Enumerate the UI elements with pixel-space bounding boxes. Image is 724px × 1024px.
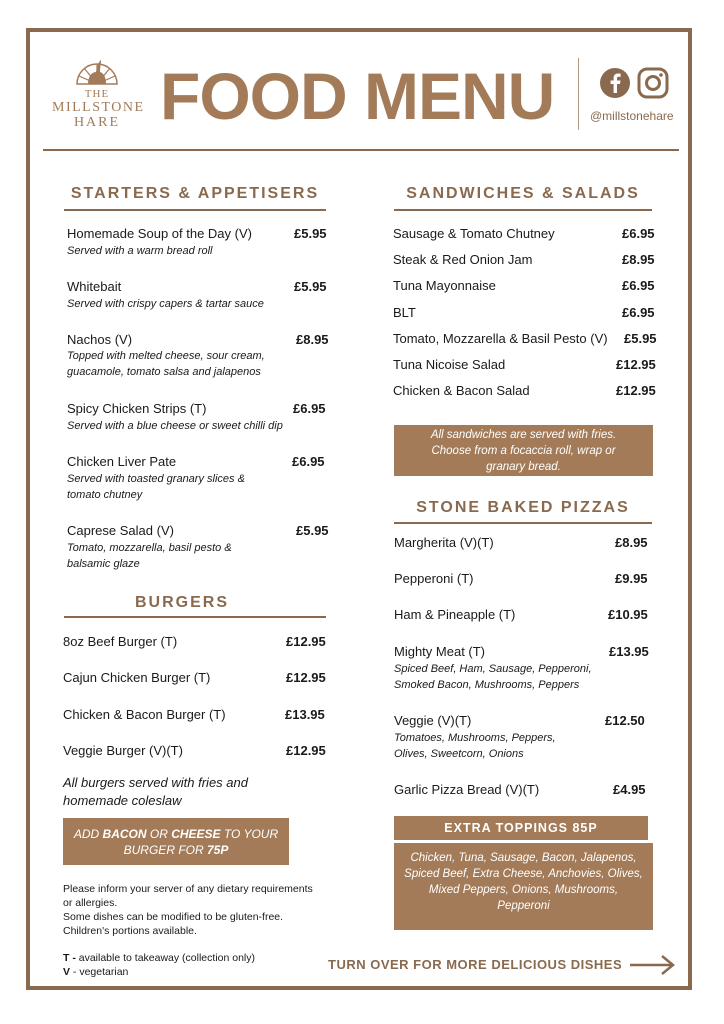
sandwich-price: £12.95 bbox=[616, 357, 656, 372]
pizza-price: £12.50 bbox=[605, 713, 645, 728]
burger-price: £12.95 bbox=[286, 743, 326, 758]
sandwich-name: Chicken & Bacon Salad bbox=[393, 383, 530, 398]
starter-name: Chicken Liver Pate bbox=[67, 454, 177, 469]
pizza-name: Garlic Pizza Bread (V)(T) bbox=[394, 782, 540, 797]
key-t-desc: available to takeaway (collection only) bbox=[75, 952, 256, 964]
burger-name: Chicken & Bacon Burger (T) bbox=[63, 707, 226, 722]
logo bbox=[52, 56, 145, 130]
burgers-rule bbox=[64, 616, 326, 618]
pizza-desc: Tomatoes, Mushrooms, Peppers, Olives, Sweetcorn, Onions bbox=[394, 732, 556, 760]
toppings-title-box: EXTRA TOPPINGS 85P bbox=[394, 816, 648, 840]
pizza-name: Margherita (V)(T) bbox=[394, 535, 494, 550]
burgers-title: BURGERS bbox=[134, 594, 229, 611]
sandwich-name: Tuna Nicoise Salad bbox=[393, 357, 506, 372]
pizza-desc: Spiced Beef, Ham, Sausage, Pepperoni, Smoked Bacon, Mushrooms, Peppers bbox=[394, 663, 592, 691]
sandwich-note-box: All sandwiches are served with fries. Choose from a focaccia roll, wrap or granary bread. bbox=[394, 425, 653, 476]
burger-price: £12.95 bbox=[286, 634, 326, 649]
pizza-price: £13.95 bbox=[609, 644, 649, 659]
key-v-desc: - vegetarian bbox=[70, 966, 129, 978]
sandwich-name: BLT bbox=[393, 305, 416, 320]
starter-price: £6.95 bbox=[292, 454, 325, 469]
burger-price: £12.95 bbox=[286, 670, 326, 685]
starter-desc: Served with toasted granary slices & tomato chutney bbox=[67, 473, 245, 501]
pizza-name: Pepperoni (T) bbox=[394, 571, 474, 586]
sandwich-price: £5.95 bbox=[624, 331, 657, 346]
addon-cheese: CHEESE bbox=[171, 827, 221, 841]
addon-pre: ADD bbox=[73, 827, 103, 841]
turn-over-text: TURN OVER FOR MORE DELICIOUS DISHES bbox=[328, 957, 623, 972]
starter-price: £5.95 bbox=[294, 226, 327, 241]
pizza-price: £4.95 bbox=[613, 782, 646, 797]
addon-mid: TO YOUR BURGER FOR bbox=[123, 827, 279, 857]
pizzas-title: STONE BAKED PIZZAS bbox=[416, 499, 630, 516]
key-legend bbox=[63, 951, 323, 979]
burger-name: 8oz Beef Burger (T) bbox=[63, 634, 178, 649]
pizza-price: £9.95 bbox=[615, 571, 648, 586]
starter-desc: Served with a blue cheese or sweet chilli dip bbox=[67, 420, 283, 432]
starter-desc: Served with crispy capers & tartar sauce bbox=[67, 298, 264, 310]
page-title: FOOD MENU bbox=[160, 59, 555, 133]
starter-price: £5.95 bbox=[294, 279, 327, 294]
info-line-1: Please inform your server of any dietary requirements or allergies. bbox=[63, 883, 313, 909]
starter-desc: Tomato, mozzarella, basil pesto & balsamic glaze bbox=[67, 542, 232, 570]
key-v: V bbox=[63, 966, 71, 978]
addon-price: 75P bbox=[206, 843, 229, 857]
starter-name: Whitebait bbox=[67, 279, 122, 294]
burger-name: Veggie Burger (V)(T) bbox=[63, 743, 183, 758]
starter-price: £6.95 bbox=[293, 401, 326, 416]
sandwich-name: Steak & Red Onion Jam bbox=[393, 252, 533, 267]
instagram-icon[interactable] bbox=[636, 66, 670, 100]
key-t: T - bbox=[63, 952, 76, 964]
starter-name: Spicy Chicken Strips (T) bbox=[67, 401, 207, 416]
burger-addon-box bbox=[63, 818, 289, 865]
arrow-right-icon bbox=[628, 954, 676, 976]
sandwich-price: £6.95 bbox=[622, 278, 655, 293]
pizza-name: Ham & Pineapple (T) bbox=[394, 607, 516, 622]
addon-bacon: BACON bbox=[102, 827, 147, 841]
starter-price: £8.95 bbox=[296, 332, 329, 347]
header-divider bbox=[578, 58, 579, 130]
starter-name: Homemade Soup of the Day (V) bbox=[67, 226, 252, 241]
sandwich-name: Tuna Mayonnaise bbox=[393, 278, 496, 293]
sandwiches-title: SANDWICHES & SALADS bbox=[406, 185, 640, 202]
starter-desc: Topped with melted cheese, sour cream, guacamole, tomato salsa and jalapenos bbox=[67, 350, 265, 378]
toppings-list-box: Chicken, Tuna, Sausage, Bacon, Jalapenos, Spiced Beef, Extra Cheese, Anchovies, Olives, Mixed Peppers, Onions, Mushrooms, Pepperoni bbox=[394, 843, 653, 930]
starter-name: Caprese Salad (V) bbox=[67, 523, 174, 538]
allergy-info bbox=[63, 882, 313, 938]
hare-logo-icon bbox=[74, 56, 120, 86]
logo-line-3: HARE bbox=[73, 115, 121, 130]
pizza-name: Mighty Meat (T) bbox=[394, 644, 486, 659]
starter-price: £5.95 bbox=[296, 523, 329, 538]
info-line-2: Some dishes can be modified to be gluten-free. bbox=[63, 911, 284, 923]
pizzas-rule bbox=[394, 522, 652, 524]
sandwich-price: £6.95 bbox=[622, 305, 655, 320]
sandwich-price: £12.95 bbox=[616, 383, 656, 398]
pizza-price: £8.95 bbox=[615, 535, 648, 550]
starters-title: STARTERS & APPETISERS bbox=[70, 185, 320, 202]
social-handle[interactable]: @millstonehare bbox=[590, 109, 674, 123]
logo-line-2: MILLSTONE bbox=[52, 100, 145, 115]
sandwich-name: Tomato, Mozzarella & Basil Pesto (V) bbox=[393, 331, 608, 346]
sandwich-name: Sausage & Tomato Chutney bbox=[393, 226, 555, 241]
burger-price: £13.95 bbox=[285, 707, 325, 722]
pizza-price: £10.95 bbox=[608, 607, 648, 622]
sandwich-price: £8.95 bbox=[622, 252, 655, 267]
sandwiches-rule bbox=[394, 209, 652, 211]
burger-note: All burgers served with fries and homemade coleslaw bbox=[63, 775, 248, 808]
starters-rule bbox=[64, 209, 326, 211]
facebook-icon[interactable] bbox=[598, 66, 632, 100]
burger-name: Cajun Chicken Burger (T) bbox=[63, 670, 211, 685]
header-rule bbox=[43, 149, 679, 151]
starter-name: Nachos (V) bbox=[67, 332, 133, 347]
pizza-name: Veggie (V)(T) bbox=[394, 713, 472, 728]
sandwich-price: £6.95 bbox=[622, 226, 655, 241]
starter-desc: Served with a warm bread roll bbox=[67, 245, 213, 257]
logo-line-1: THE bbox=[84, 88, 110, 100]
addon-or: OR bbox=[146, 827, 172, 841]
info-line-3: Children's portions available. bbox=[63, 925, 197, 937]
